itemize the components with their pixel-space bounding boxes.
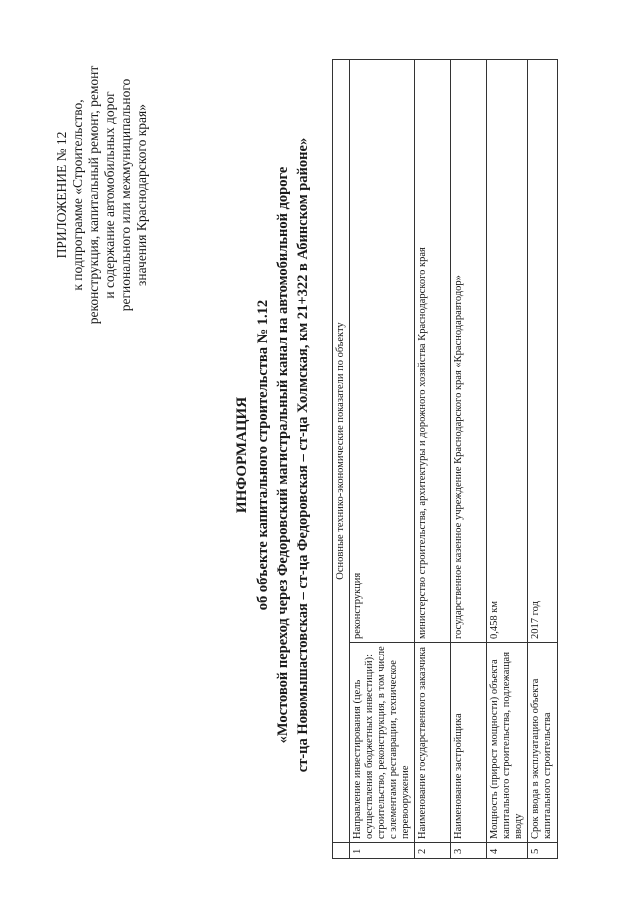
table-header-spacer [333,843,350,859]
appendix-line: реконструкция, капитальный ремонт, ремонт [86,65,101,325]
row-number: 4 [487,843,528,859]
row-value: министерство строительства, архитектуры и дорожного хозяйства Краснодарского края [415,60,451,643]
appendix-header [54,45,150,345]
row-label: Мощность (прирост мощности) объекта капитального строительства, подлежащая вводу [487,643,528,843]
table-row [451,60,487,859]
document-subtitle-line: об объекте капитального строительства № 1.12 [255,299,271,611]
table-row [415,60,451,859]
row-number: 2 [415,843,451,859]
row-number: 5 [528,843,558,859]
document-subtitle-line: ст-ца Новомышастовская – ст-ца Федоровская – ст-ца Холмская, км 21+322 в Абинском районе» [295,137,311,773]
document-title-block [232,75,313,835]
row-label: Направление инвестирования (цель осуществления бюджетных инвестиций): строительство, реконструкция, в том числе с элементами реставрации, техническое перевооружение [350,643,415,843]
table-header-row [333,60,350,859]
appendix-line: ПРИЛОЖЕНИЕ № 12 [54,131,69,259]
row-value: государственное казенное учреждение Краснодарского края «Краснодаравтодор» [451,60,487,643]
appendix-line: регионального или межмуниципального [118,78,133,312]
row-label: Срок ввода в эксплуатацию объекта капитального строительства [528,643,558,843]
row-value: 2017 год [528,60,558,643]
table-header-cell: Основные технико-экономические показатели по объекту [333,60,350,843]
appendix-line: значения Краснодарского края» [134,104,149,286]
row-label: Наименование застройщика [451,643,487,843]
row-value: 0,458 км [487,60,528,643]
row-label: Наименование государственного заказчика [415,643,451,843]
table-row [528,60,558,859]
document-title: ИНФОРМАЦИЯ [234,396,250,514]
row-number: 1 [350,843,415,859]
appendix-line: к подпрограмме «Строительство, [70,99,85,291]
document-subtitle-line: «Мостовой переход через Федоровский магистральный канал на автомобильной дороге [275,166,291,744]
table-row [487,60,528,859]
indicators-table [332,59,558,859]
table-row [350,60,415,859]
indicators-table-wrap [332,59,558,859]
row-number: 3 [451,843,487,859]
row-value: реконструкция [350,60,415,643]
appendix-line: и содержание автомобильных дорог [102,91,117,299]
